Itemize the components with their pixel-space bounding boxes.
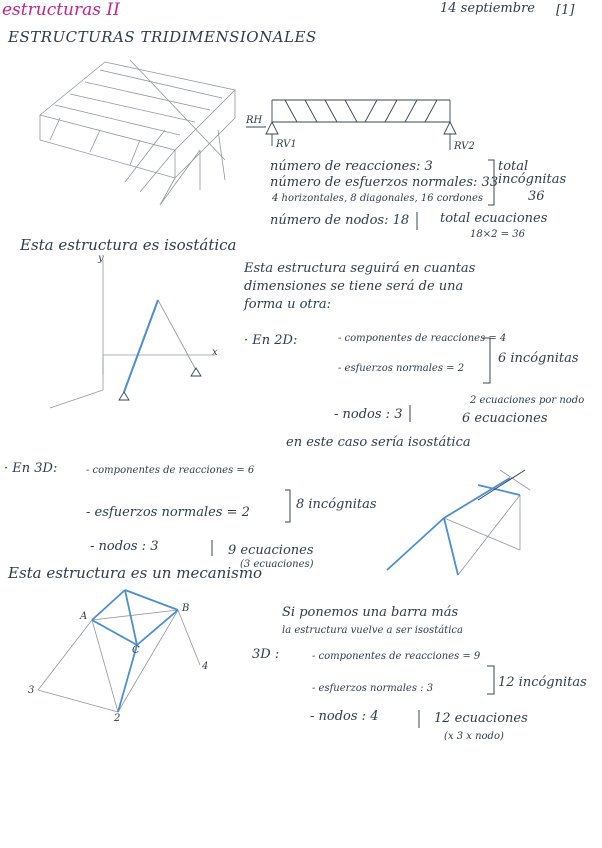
extra-bar-equations: 12 ecuaciones <box>434 711 528 726</box>
node-4: 4 <box>202 661 209 672</box>
num-nodes: número de nodos: 18 <box>270 213 410 228</box>
total-unknowns-value: 36 <box>528 189 545 204</box>
num-normals: número de esfuerzos normales: 33 <box>270 175 499 190</box>
date-label: 14 septiembre <box>440 1 535 16</box>
in3d-note: (3 ecuaciones) <box>240 559 314 570</box>
in2d-label: · En 2D: <box>244 333 298 348</box>
in2d-components: - componentes de reacciones = 4 <box>338 333 507 344</box>
truss-breakdown: 4 horizontales, 8 diagonales, 16 cordones <box>272 193 484 204</box>
in2d-normals: - esfuerzos normales = 2 <box>338 363 465 374</box>
extra-bar-line-2: la estructura vuelve a ser isostática <box>282 625 463 636</box>
3d-small-diagram <box>387 470 530 575</box>
3d-small-bars <box>387 478 520 575</box>
in3d-components: - componentes de reacciones = 6 <box>86 465 255 476</box>
subject-title: estructuras II <box>2 0 120 20</box>
page-number: [1] <box>556 3 575 18</box>
node-2: 2 <box>114 713 121 724</box>
total-unknowns-label: total incógnitas <box>498 159 567 187</box>
node-c: C <box>132 645 140 656</box>
iso-title: Esta estructura es isostática <box>20 236 237 254</box>
mechanism-diagram <box>38 610 200 712</box>
extra-bar-line-1: Si ponemos una barra más <box>282 605 459 620</box>
iso-2d-bar <box>124 300 158 392</box>
in3d-unknowns: 8 incógnitas <box>296 497 377 512</box>
node-3: 3 <box>28 685 35 696</box>
num-reactions: número de reacciones: 3 <box>270 159 433 174</box>
node-b: B <box>182 603 190 614</box>
reaction-rh: RH <box>246 115 263 126</box>
extra-bar-nodes: - nodos : 4 <box>310 709 379 724</box>
text-line-2: dimensiones se tiene será de una <box>244 279 464 294</box>
text-line-3: forma u otra: <box>244 297 331 312</box>
in2d-conclusion: en este caso sería isostática <box>286 435 471 450</box>
in3d-nodes: - nodos : 3 <box>90 539 159 554</box>
iso-2d-diagram <box>50 260 215 408</box>
text-line-1: Esta estructura seguirá en cuantas <box>244 261 476 276</box>
in3d-equations: 9 ecuaciones <box>228 543 314 558</box>
in3d-label: · En 3D: <box>4 461 58 476</box>
axis-y-label: y <box>98 253 104 264</box>
in2d-equations: 6 ecuaciones <box>462 411 548 426</box>
total-equations-label: total ecuaciones <box>440 211 548 226</box>
in3d-normals: - esfuerzos normales = 2 <box>86 505 250 520</box>
section-title: ESTRUCTURAS TRIDIMENSIONALES <box>8 28 317 46</box>
axis-x-label: x <box>212 347 218 358</box>
node-a: A <box>80 611 88 622</box>
in2d-nodes: - nodos : 3 <box>334 407 403 422</box>
total-equations-value: 18×2 = 36 <box>470 229 525 240</box>
extra-bar-label: 3D : <box>252 647 280 662</box>
extra-bar-note: (x 3 x nodo) <box>444 731 504 742</box>
extra-bar-components: - componentes de reacciones = 9 <box>312 651 481 662</box>
in2d-unknowns: 6 incógnitas <box>498 351 579 366</box>
reaction-rv2: RV2 <box>454 141 475 152</box>
in2d-note: 2 ecuaciones por nodo <box>470 395 585 406</box>
mechanism-title: Esta estructura es un mecanismo <box>8 564 263 582</box>
extra-bar-unknowns: 12 incógnitas <box>498 675 587 690</box>
reaction-rv1: RV1 <box>276 139 297 150</box>
extra-bar-normals: - esfuerzos normales : 3 <box>312 683 434 694</box>
3d-truss-sketch <box>40 60 235 205</box>
